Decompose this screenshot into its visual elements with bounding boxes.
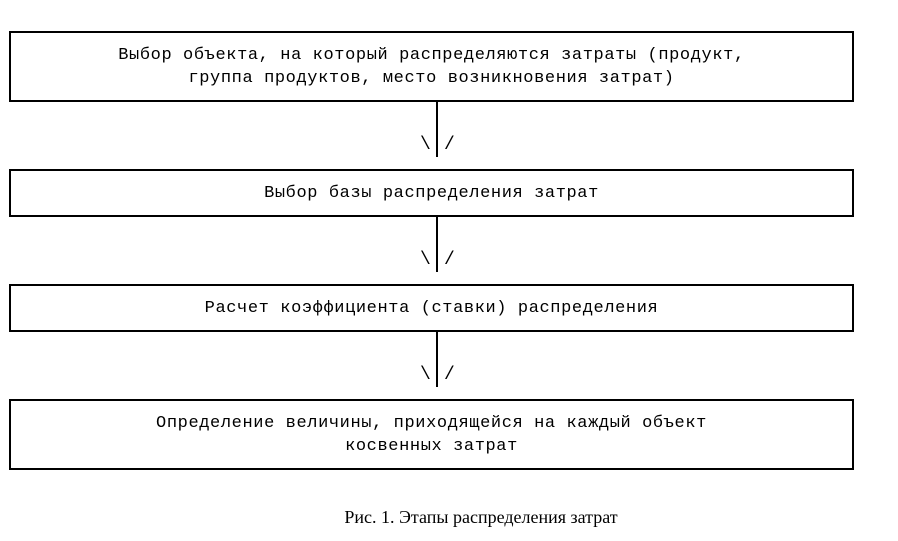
step-text-rate-calculation: Расчет коэффициента (ставки) распределения <box>204 298 659 318</box>
arrow-down-icon <box>417 248 461 272</box>
step-box-rate-calculation <box>9 284 854 332</box>
figure-caption: Рис. 1. Этапы распределения затрат <box>344 507 618 527</box>
step-box-amount-determination <box>9 399 854 470</box>
step-box-base-selection <box>9 169 854 217</box>
arrow-left-stroke: \ <box>420 135 431 155</box>
arrow-right-stroke: / <box>444 365 455 385</box>
step-box-object-selection <box>9 31 854 102</box>
arrow-left-stroke: \ <box>420 250 431 270</box>
arrow-down-icon <box>417 133 461 157</box>
arrow-left-stroke: \ <box>420 365 431 385</box>
step-text-base-selection: Выбор базы распределения затрат <box>264 183 599 203</box>
arrow-right-stroke: / <box>444 135 455 155</box>
arrow-down-icon <box>417 363 461 387</box>
arrow-right-stroke: / <box>444 250 455 270</box>
step-text-object-selection: Выбор объекта, на который распределяются затраты (продукт, группа продуктов, место возникновения затрат) <box>118 45 745 88</box>
step-text-amount-determination: Определение величины, приходящейся на каждый объект косвенных затрат <box>156 413 707 456</box>
